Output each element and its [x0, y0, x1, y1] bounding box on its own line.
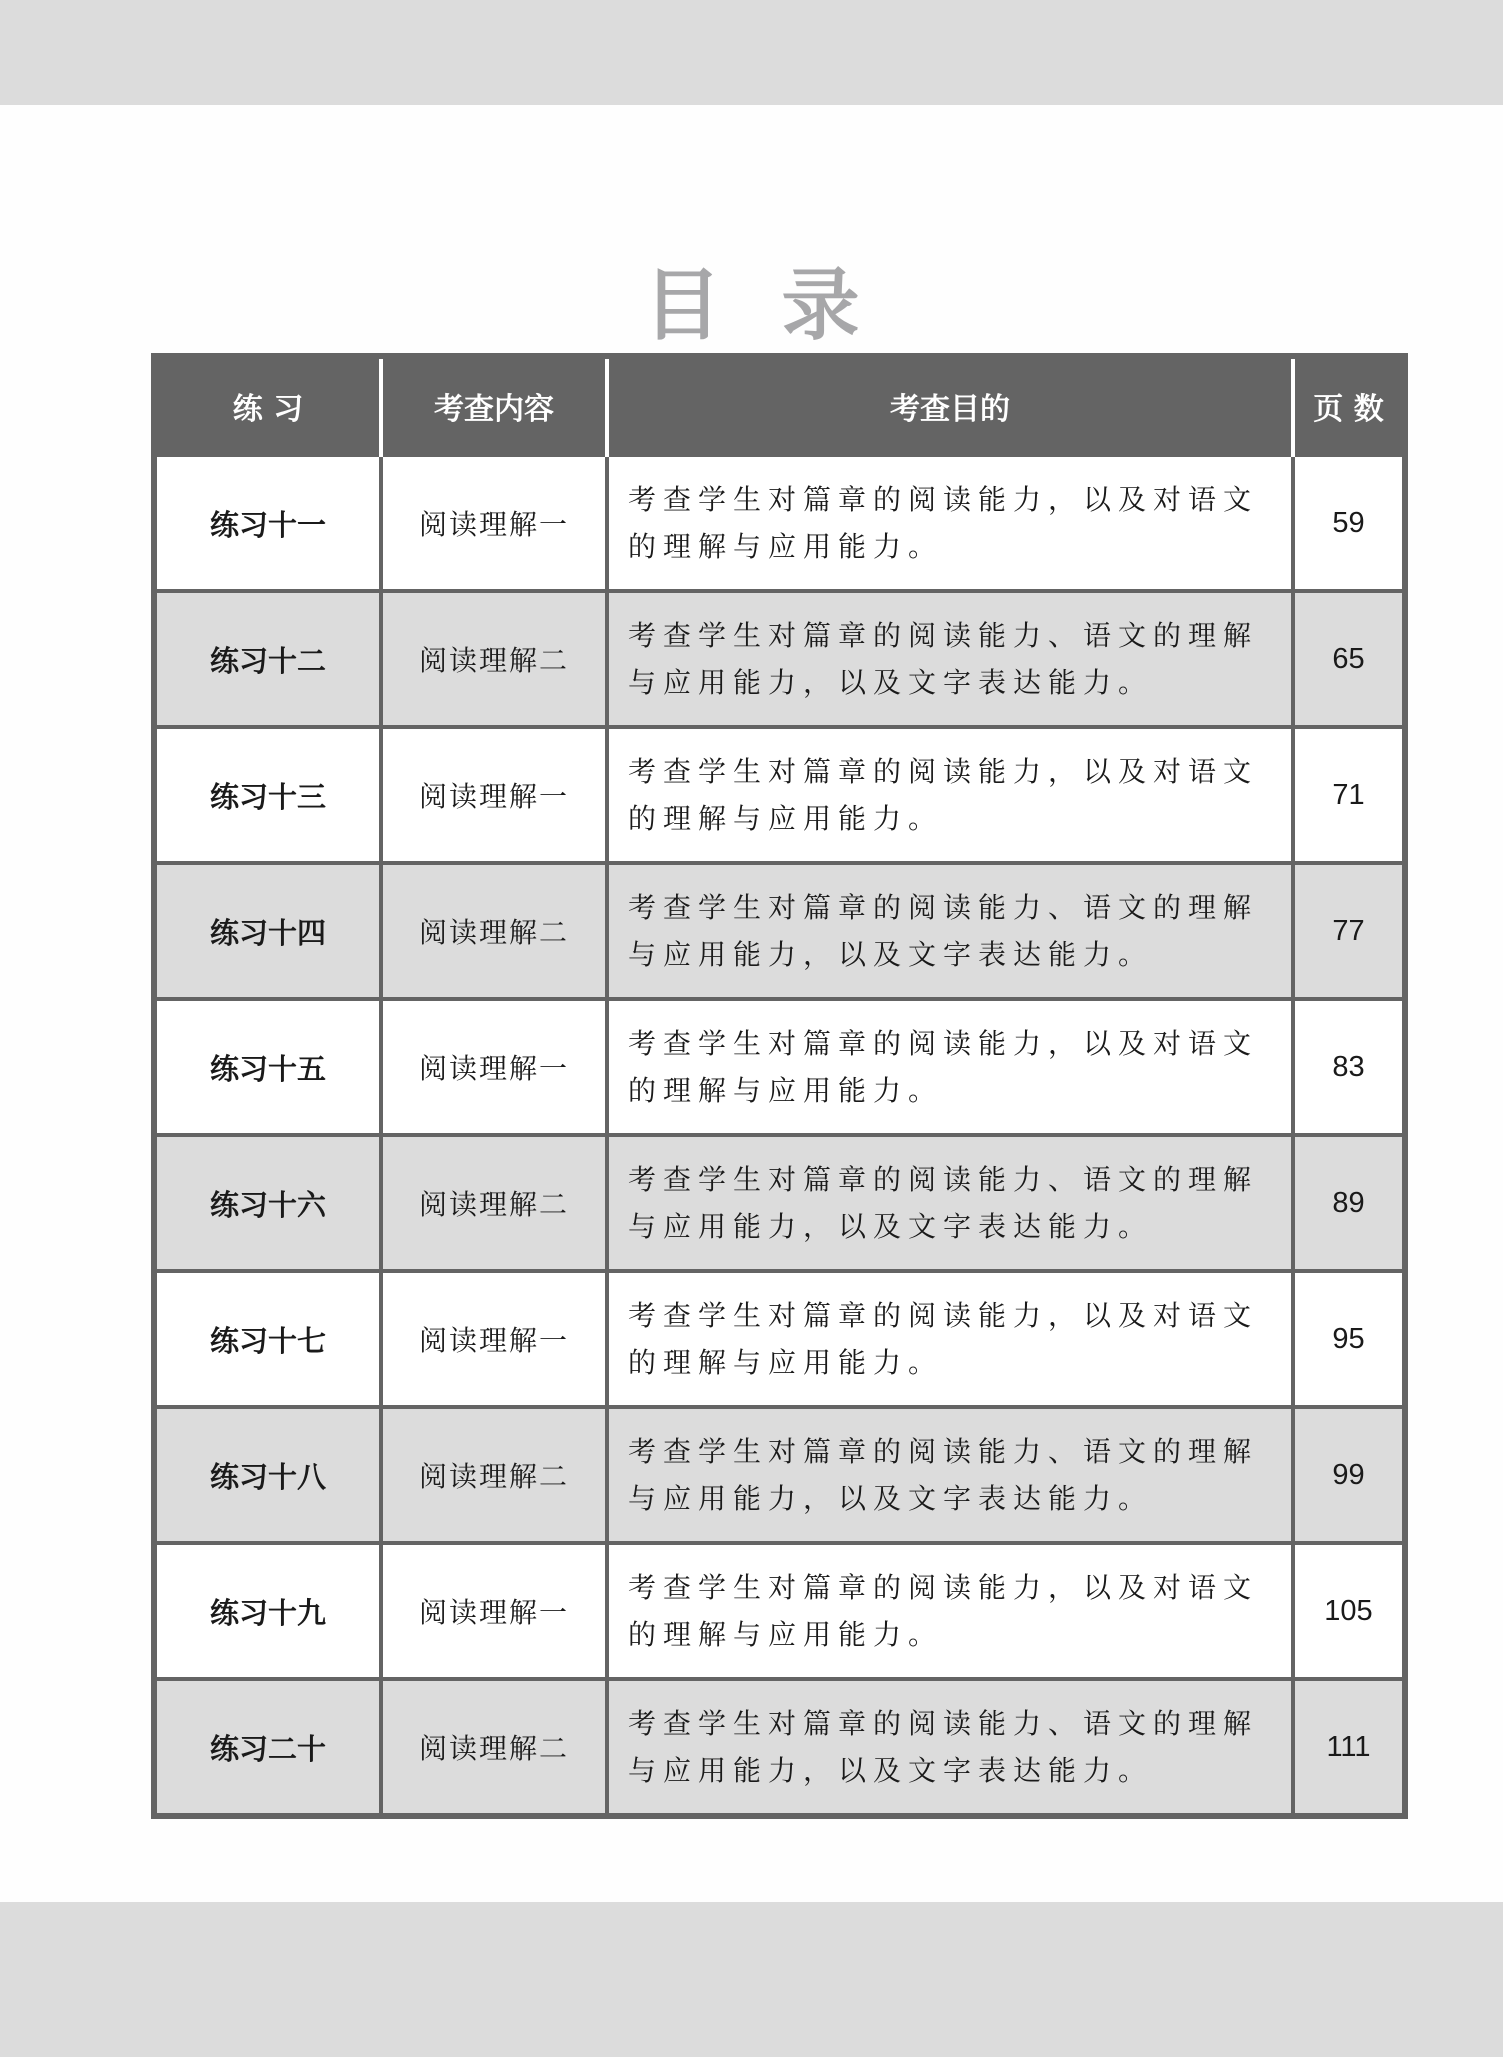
table-of-contents [151, 353, 1408, 1819]
bottom-margin-band [0, 1902, 1503, 2057]
page-number-cell: 99 [1293, 1407, 1405, 1543]
exercise-cell: 练习十七 [154, 1271, 381, 1407]
table-row [154, 999, 1405, 1135]
page-number-cell: 111 [1293, 1679, 1405, 1816]
content-cell: 阅读理解一 [381, 455, 607, 591]
table-row [154, 863, 1405, 999]
header-exercise: 练 习 [154, 356, 381, 455]
table-row [154, 591, 1405, 727]
page-number-cell: 59 [1293, 455, 1405, 591]
page-number-cell: 105 [1293, 1543, 1405, 1679]
page-number-cell: 89 [1293, 1135, 1405, 1271]
table-row [154, 1679, 1405, 1816]
goal-cell: 考查学生对篇章的阅读能力、语文的理解与应用能力，以及文字表达能力。 [607, 1407, 1293, 1543]
table-row [154, 455, 1405, 591]
exercise-cell: 练习十九 [154, 1543, 381, 1679]
goal-cell: 考查学生对篇章的阅读能力，以及对语文的理解与应用能力。 [607, 727, 1293, 863]
exercise-cell: 练习十六 [154, 1135, 381, 1271]
goal-cell: 考查学生对篇章的阅读能力，以及对语文的理解与应用能力。 [607, 455, 1293, 591]
exercise-cell: 练习十四 [154, 863, 381, 999]
table-row [154, 1271, 1405, 1407]
goal-cell: 考查学生对篇章的阅读能力，以及对语文的理解与应用能力。 [607, 999, 1293, 1135]
content-cell: 阅读理解二 [381, 863, 607, 999]
table-row [154, 1135, 1405, 1271]
page-number-cell: 71 [1293, 727, 1405, 863]
exercise-cell: 练习十三 [154, 727, 381, 863]
page-number-cell: 77 [1293, 863, 1405, 999]
page-number-cell: 95 [1293, 1271, 1405, 1407]
content-cell: 阅读理解一 [381, 1271, 607, 1407]
table-header-row [154, 356, 1405, 455]
content-cell: 阅读理解一 [381, 1543, 607, 1679]
page-title: 目录 [643, 261, 920, 352]
page-number-cell: 83 [1293, 999, 1405, 1135]
goal-cell: 考查学生对篇章的阅读能力、语文的理解与应用能力，以及文字表达能力。 [607, 1679, 1293, 1816]
exercise-cell: 练习二十 [154, 1679, 381, 1816]
content-cell: 阅读理解一 [381, 999, 607, 1135]
header-content: 考查内容 [381, 356, 607, 455]
exercise-cell: 练习十八 [154, 1407, 381, 1543]
header-goal: 考查目的 [607, 356, 1293, 455]
top-margin-band [0, 0, 1503, 105]
content-cell: 阅读理解一 [381, 727, 607, 863]
page-number-cell: 65 [1293, 591, 1405, 727]
goal-cell: 考查学生对篇章的阅读能力、语文的理解与应用能力，以及文字表达能力。 [607, 863, 1293, 999]
table-row [154, 1407, 1405, 1543]
content-cell: 阅读理解二 [381, 1407, 607, 1543]
goal-cell: 考查学生对篇章的阅读能力，以及对语文的理解与应用能力。 [607, 1271, 1293, 1407]
goal-cell: 考查学生对篇章的阅读能力、语文的理解与应用能力，以及文字表达能力。 [607, 1135, 1293, 1271]
content-cell: 阅读理解二 [381, 1679, 607, 1816]
exercise-cell: 练习十二 [154, 591, 381, 727]
content-cell: 阅读理解二 [381, 591, 607, 727]
content-cell: 阅读理解二 [381, 1135, 607, 1271]
table-row [154, 1543, 1405, 1679]
table-row [154, 727, 1405, 863]
exercise-cell: 练习十一 [154, 455, 381, 591]
goal-cell: 考查学生对篇章的阅读能力、语文的理解与应用能力，以及文字表达能力。 [607, 591, 1293, 727]
goal-cell: 考查学生对篇章的阅读能力，以及对语文的理解与应用能力。 [607, 1543, 1293, 1679]
header-page: 页 数 [1293, 356, 1405, 455]
exercise-cell: 练习十五 [154, 999, 381, 1135]
